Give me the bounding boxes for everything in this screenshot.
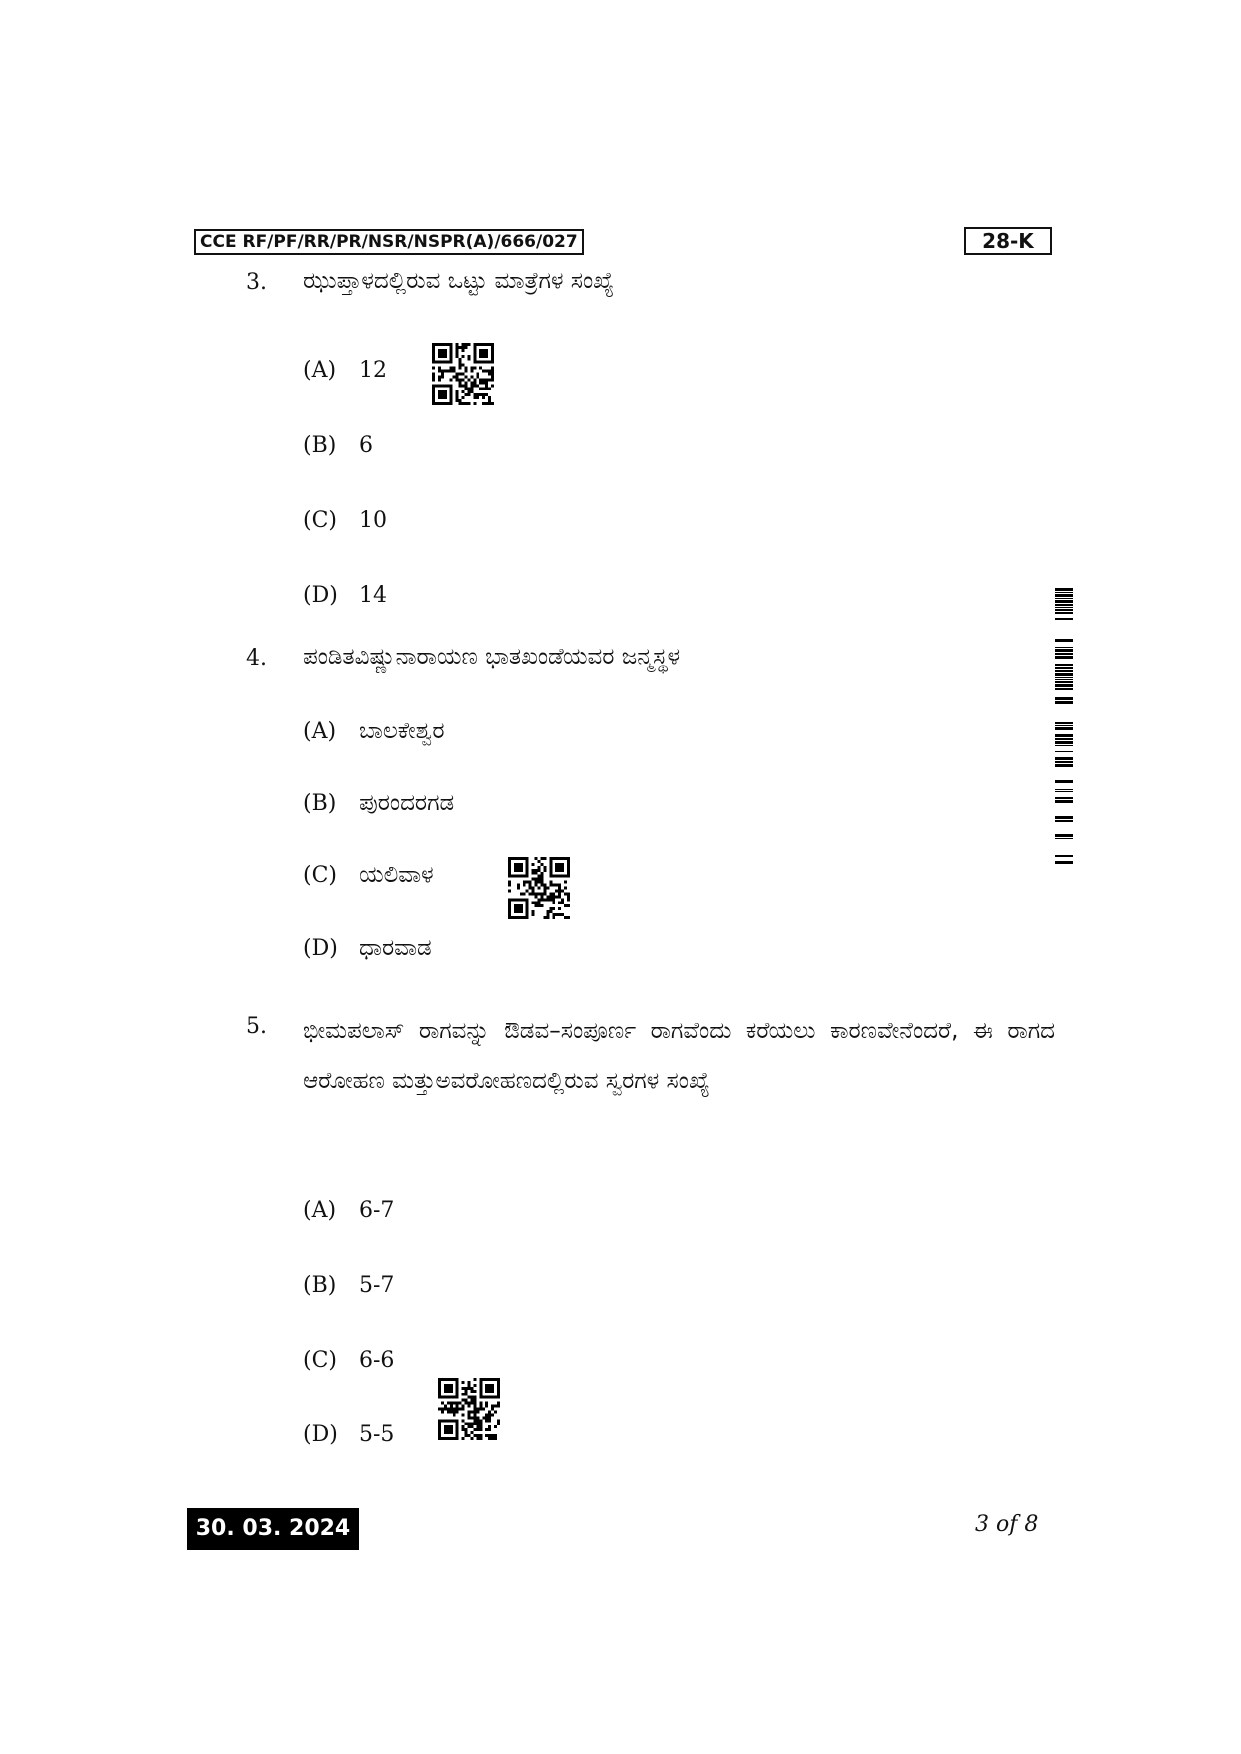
question-5-number: 5. (246, 1014, 267, 1039)
question-5-option-c (303, 1348, 394, 1373)
option-value: 12 (359, 358, 387, 383)
question-4-text: ಪಂಡಿತವಿಷ್ಣುನಾರಾಯಣ ಭಾತಖಂಡೆಯವರ ಜನ್ಮಸ್ಥಳ (303, 644, 681, 670)
option-value: ಧಾರವಾಡ (359, 935, 432, 961)
option-value: 5-5 (359, 1422, 395, 1447)
option-label: (D) (303, 936, 338, 961)
option-label: (A) (303, 1198, 337, 1223)
barcode-icon (1055, 588, 1073, 868)
question-3-option-c (303, 508, 387, 533)
option-label: (B) (303, 433, 337, 458)
option-label: (B) (303, 791, 337, 816)
question-4-option-c (303, 862, 434, 888)
question-4-option-d (303, 935, 432, 961)
option-value: 14 (359, 583, 387, 608)
question-3-option-a (303, 358, 387, 383)
option-value: 6-6 (359, 1348, 395, 1373)
qr-code-icon (508, 857, 570, 919)
question-5-text: ಭೀಮಪಲಾಸ್ ರಾಗವನ್ನು ಔಡವ–ಸಂಪೂರ್ಣ ರಾಗವೆಂದು ಕರೆಯಲು ಕಾರಣವೇನೆಂದರೆ, ಈ ರಾಗದ ಆರೋಹಣ ಮತ್ತುಅವರೋಹಣದಲ್ಲಿರುವ ಸ್ವರಗಳ ಸಂಖ್ಯೆ (303, 1018, 1055, 1094)
option-label: (A) (303, 358, 337, 383)
option-value: ಪುರಂದರಗಡ (359, 790, 455, 816)
option-value: ಬಾಲಕೇಶ್ವರ (359, 718, 445, 744)
option-label: (B) (303, 1273, 337, 1298)
qr-code-icon (432, 343, 494, 405)
page-number: 3 of 8 (975, 1512, 1039, 1537)
option-label: (A) (303, 719, 337, 744)
option-value: 6 (359, 433, 373, 458)
option-value: ಯಲಿವಾಳ (359, 862, 434, 888)
option-value: 10 (359, 508, 387, 533)
question-4-option-b (303, 790, 454, 816)
question-5-option-d (303, 1422, 394, 1447)
question-3-text: ಝುಪ್ತಾಳದಲ್ಲಿರುವ ಒಟ್ಟು ಮಾತ್ರೆಗಳ ಸಂಖ್ಯೆ (303, 268, 614, 294)
qr-code-icon (438, 1378, 500, 1440)
option-label: (C) (303, 508, 337, 533)
option-value: 5-7 (359, 1273, 395, 1298)
paper-code: 28-K (964, 227, 1052, 255)
question-4-option-a (303, 718, 445, 744)
question-3-option-b (303, 433, 373, 458)
question-5-option-b (303, 1273, 394, 1298)
option-label: (C) (303, 1348, 337, 1373)
option-label: (D) (303, 583, 338, 608)
option-value: 6-7 (359, 1198, 395, 1223)
option-label: (D) (303, 1422, 338, 1447)
question-3-number: 3. (246, 270, 267, 295)
question-3-option-d (303, 583, 387, 608)
option-label: (C) (303, 863, 337, 888)
exam-date: 30. 03. 2024 (187, 1508, 359, 1550)
question-5-option-a (303, 1198, 394, 1223)
exam-code: CCE RF/PF/RR/PR/NSR/NSPR(A)/666/027 (194, 229, 584, 255)
question-4-number: 4. (246, 646, 267, 671)
